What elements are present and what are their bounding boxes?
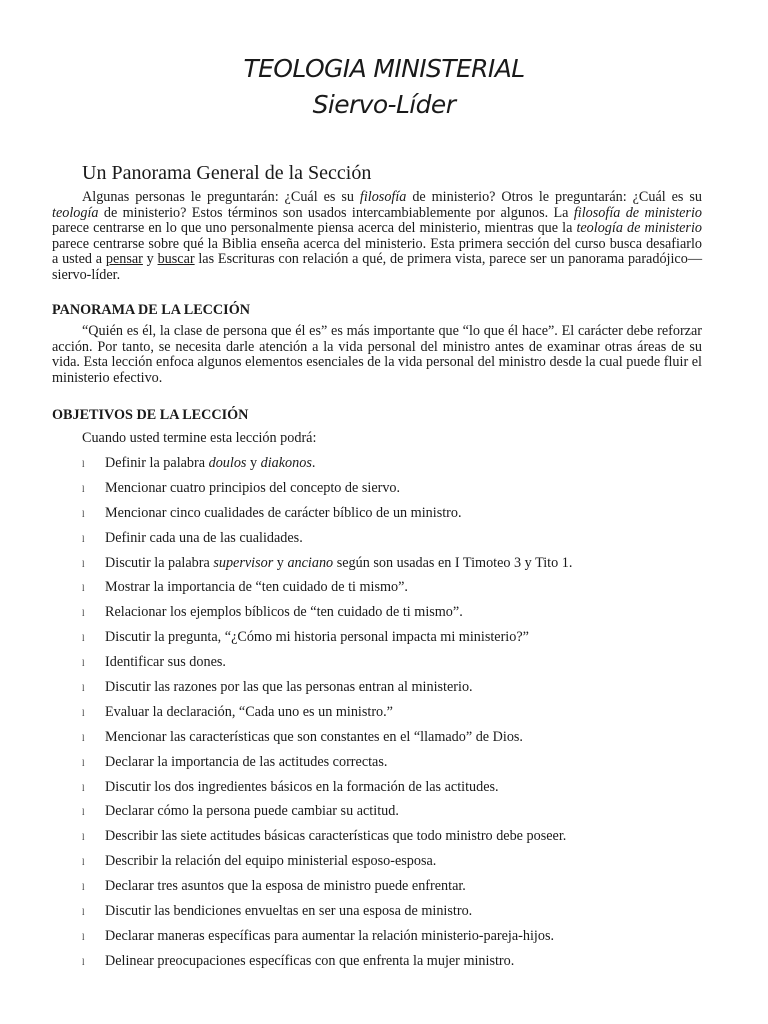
p1-text: de ministerio? Otros le preguntarán: ¿Cuál es su	[406, 189, 702, 205]
objective-item	[0, 652, 768, 677]
objective-text	[105, 504, 462, 522]
bullet-icon: l	[82, 683, 85, 694]
bullet-icon: l	[82, 956, 85, 967]
bullet-icon: l	[82, 533, 85, 544]
p1-text: las Escrituras con relación a qué, de primera vista, parece ser un panorama paradójico—siervo-líder.	[52, 251, 703, 283]
objective-text	[105, 728, 523, 746]
objective-text	[105, 529, 303, 547]
objective-text	[105, 628, 529, 646]
bullet-icon: l	[82, 807, 85, 818]
objective-item	[0, 777, 768, 802]
bullet-icon: l	[82, 558, 85, 569]
bullet-icon: l	[82, 633, 85, 644]
objective-segment: y	[246, 455, 261, 471]
objective-item	[0, 553, 768, 578]
section-title: Un Panorama General de la Sección	[82, 162, 372, 184]
objectives-intro: Cuando usted termine esta lección podrá:	[82, 430, 317, 446]
objective-emphasis: supervisor	[213, 554, 274, 571]
objective-text	[105, 902, 472, 920]
objective-segment: Declarar tres asuntos que la esposa de ministro puede enfrentar.	[105, 878, 466, 895]
objective-item	[0, 851, 768, 876]
bullet-icon: l	[82, 782, 85, 793]
objective-segment: Definir la palabra	[105, 455, 209, 471]
objective-segment: Definir cada una de las cualidades.	[105, 529, 303, 546]
objective-segment: Discutir la pregunta, “¿Cómo mi historia personal impacta mi ministerio?”	[105, 629, 529, 646]
bullet-icon: l	[82, 907, 85, 918]
objective-item	[0, 826, 768, 851]
objective-item	[0, 801, 768, 826]
objective-item	[0, 453, 768, 478]
p1-emph-filosofia-ministerio: filosofía de ministerio	[573, 204, 702, 221]
bullet-icon: l	[82, 508, 85, 519]
objective-item	[0, 901, 768, 926]
objective-item	[0, 627, 768, 652]
objective-emphasis: diakonos	[260, 455, 312, 471]
objective-segment: .	[311, 455, 316, 471]
objective-segment: Describir la relación del equipo ministerial esposo-esposa.	[105, 853, 437, 870]
objective-emphasis: doulos	[208, 455, 247, 471]
overview-heading: PANORAMA DE LA LECCIÓN	[52, 302, 250, 318]
p1-text: Algunas personas le preguntarán: ¿Cuál es su	[82, 189, 360, 205]
objective-segment: Declarar maneras específicas para aumentar la relación ministerio-pareja-hijos.	[105, 927, 555, 944]
objective-segment: Discutir las razones por las que las personas entran al ministerio.	[105, 679, 473, 696]
objective-text	[105, 603, 463, 621]
objective-segment: Mencionar cuatro principios del concepto de siervo.	[105, 479, 401, 496]
objective-item	[0, 602, 768, 627]
p1-text: de ministerio? Estos términos son usados intercambiablemente por algunos. La	[98, 204, 574, 221]
objective-item	[0, 702, 768, 727]
objective-segment: según son usadas en I Timoteo 3 y Tito 1.	[333, 554, 573, 571]
p1-text: parece centrarse sobre qué la Biblia enseña acerca del ministerio. Esta primera sección del curso busca desafiarlo a usted a	[52, 235, 702, 268]
section-intro-paragraph	[52, 190, 702, 284]
bullet-icon: l	[82, 757, 85, 768]
objective-text	[105, 753, 387, 771]
bullet-icon: l	[82, 583, 85, 594]
p1-emph-filosofia: filosofía	[359, 189, 407, 205]
bullet-icon: l	[82, 459, 85, 469]
objective-segment: Declarar la importancia de las actitudes correctas.	[105, 753, 388, 770]
objective-item	[0, 876, 768, 901]
bullet-icon: l	[82, 707, 85, 718]
objective-text	[105, 554, 572, 572]
objective-emphasis: anciano	[287, 554, 334, 571]
bullet-icon: l	[82, 732, 85, 743]
bullet-icon: l	[82, 658, 85, 669]
objective-item	[0, 528, 768, 553]
overview-text: “Quién es él, la clase de persona que él es” es más importante que “lo que él hace”. El carácter debe reforzar acción. Por tanto, se necesita darle atención a la vida personal del ministro antes de examinar otras áreas de su vida. Esta lección enfoca algunos elementos esenciales de la vida personal del ministro desde la cual puede fluir el ministerio efectivo.	[52, 323, 702, 386]
objective-text	[105, 653, 226, 671]
objective-segment: Identificar sus dones.	[105, 654, 226, 671]
document-title: TEOLOGIA MINISTERIAL	[243, 54, 525, 83]
p1-text: parece centrarse en lo que uno personalmente piensa acerca del ministerio, mientras que la	[52, 220, 577, 237]
p1-text: y	[142, 251, 158, 268]
objective-segment: Describir las siete actitudes básicas características que todo ministro debe poseer.	[105, 828, 567, 845]
objective-item	[0, 752, 768, 777]
objective-text	[105, 678, 473, 696]
objective-segment: Evaluar la declaración, “Cada uno es un ministro.”	[105, 703, 393, 720]
objective-text	[105, 578, 408, 596]
objective-text	[105, 802, 399, 820]
p1-underline-buscar: buscar	[157, 251, 195, 268]
bullet-icon: l	[82, 931, 85, 942]
objective-segment: Relacionar los ejemplos bíblicos de “ten cuidado de ti mismo”.	[105, 604, 463, 621]
objective-item	[0, 478, 768, 503]
objective-item	[0, 503, 768, 528]
bullet-icon: l	[82, 832, 85, 843]
objective-text	[105, 454, 315, 472]
p1-emph-teologia: teología	[52, 204, 99, 221]
objective-text	[105, 703, 393, 721]
objective-text	[105, 778, 499, 796]
objective-segment: y	[273, 554, 288, 571]
bullet-icon: l	[82, 483, 85, 494]
p1-underline-pensar: pensar	[105, 251, 143, 268]
objective-item	[0, 727, 768, 752]
document-subtitle: Siervo-Líder	[312, 90, 456, 119]
objective-segment: Mencionar las características que son constantes en el “llamado” de Dios.	[105, 728, 523, 745]
objective-text	[105, 952, 514, 970]
objective-segment: Mostrar la importancia de “ten cuidado de ti mismo”.	[105, 579, 408, 596]
objective-item	[0, 951, 768, 976]
bullet-icon: l	[82, 882, 85, 893]
objective-item	[0, 577, 768, 602]
p1-emph-teologia-ministerio: teología de ministerio	[576, 220, 702, 237]
objectives-heading: OBJETIVOS DE LA LECCIÓN	[52, 407, 249, 423]
objective-text	[105, 877, 466, 895]
objective-segment: Mencionar cinco cualidades de carácter bíblico de un ministro.	[105, 504, 462, 521]
objective-item	[0, 926, 768, 951]
objective-text	[105, 479, 400, 497]
bullet-icon: l	[82, 608, 85, 619]
objective-text	[105, 927, 554, 945]
overview-paragraph	[52, 324, 702, 386]
objective-segment: Delinear preocupaciones específicas con que enfrenta la mujer ministro.	[105, 952, 515, 969]
objectives-list	[0, 453, 768, 976]
objective-segment: Discutir la palabra	[105, 554, 214, 571]
objective-text	[105, 827, 566, 845]
objective-segment: Discutir las bendiciones envueltas en ser una esposa de ministro.	[105, 903, 473, 920]
objective-segment: Discutir los dos ingredientes básicos en la formación de las actitudes.	[105, 778, 499, 795]
objective-segment: Declarar cómo la persona puede cambiar su actitud.	[105, 803, 399, 820]
objective-item	[0, 677, 768, 702]
objective-text	[105, 852, 436, 870]
bullet-icon: l	[82, 857, 85, 868]
